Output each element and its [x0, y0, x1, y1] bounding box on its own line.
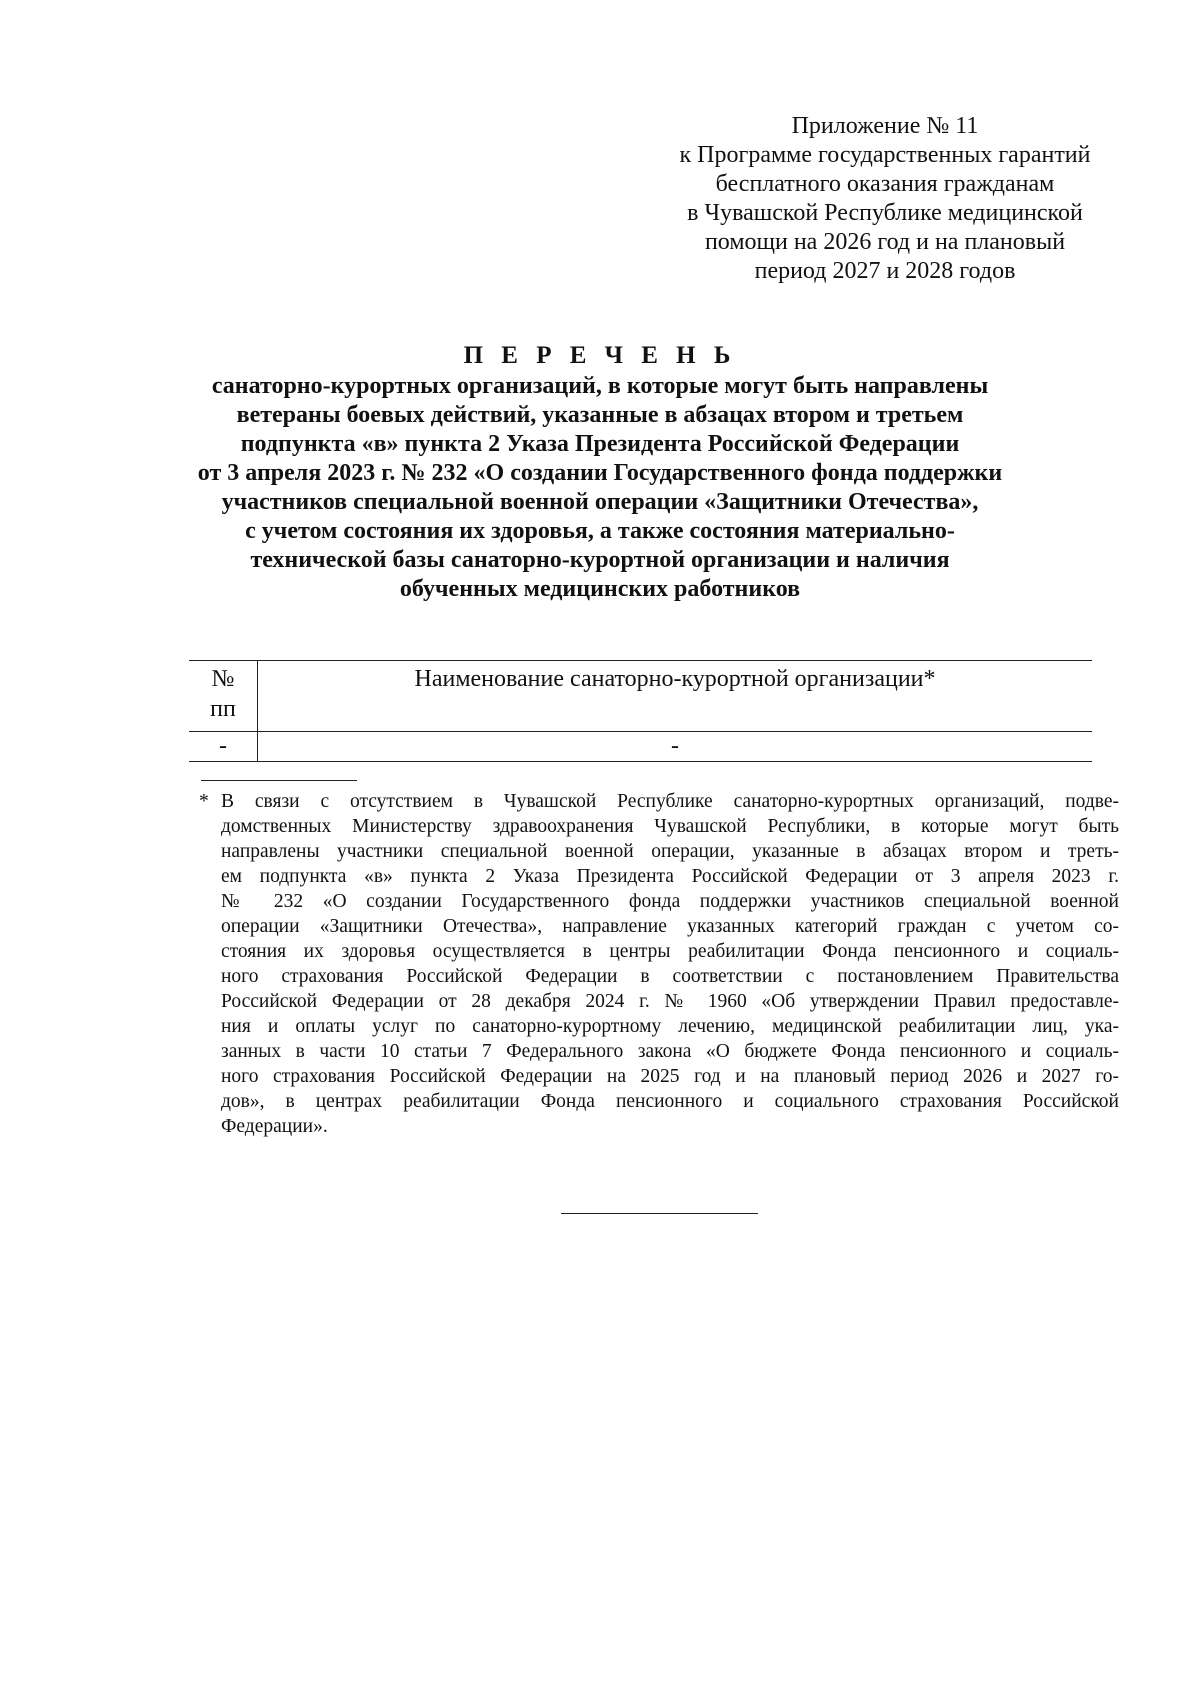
subtitle-line: обученных медицинских работников [399, 576, 801, 602]
appendix-header [650, 112, 1120, 286]
row-name-cell: - [258, 732, 1093, 762]
appendix-line: в Чувашской Республике медицинской [687, 200, 1083, 226]
footnote-line: ного страхования Российской Федерации на 2025 год и на плановый период 2026 и 2027 го- [221, 1066, 1119, 1087]
footnote-line: занных в части 10 статьи 7 Федерального закона «О бюджете Фонда пенсионного и социаль- [221, 1041, 1119, 1062]
footnote-line: операции «Защитники Отечества», направление указанных категорий граждан с учетом со- [221, 916, 1119, 937]
footnote-line: ния и оплаты услуг по санаторно-курортному лечению, медицинской реабилитации лиц, ука- [221, 1016, 1119, 1037]
row-number-cell: - [189, 732, 258, 762]
footnote-line: ного страхования Российской Федерации в соответствии с постановлением Правительства [221, 966, 1119, 987]
appendix-line: период 2027 и 2028 годов [754, 258, 1016, 284]
header-name-cell: Наименование санаторно-курортной организации* [258, 661, 1093, 732]
subtitle-line: санаторно-курортных организаций, в которые могут быть направлены [211, 373, 989, 399]
subtitle-line: от 3 апреля 2023 г. № 232 «О создании Государственного фонда поддержки [197, 460, 1003, 486]
header-number-label: № [211, 666, 235, 692]
footnote-line: дов», в центрах реабилитации Фонда пенсионного и социального страхования Российской [221, 1091, 1119, 1112]
subtitle-line: с учетом состояния их здоровья, а также состояния материально- [245, 518, 955, 544]
appendix-line: к Программе государственных гарантий [679, 142, 1091, 168]
appendix-line: помощи на 2026 год и на плановый [704, 229, 1066, 255]
footnote-line: Российской Федерации от 28 декабря 2024 г. № 1960 «Об утверждении Правил предоставле- [221, 991, 1119, 1012]
document-subtitle [0, 372, 1200, 604]
footnote-line: ем подпункта «в» пункта 2 Указа Президента Российской Федерации от 3 апреля 2023 г. [221, 866, 1119, 887]
header-number-cell [189, 661, 258, 732]
footnote-line: домственных Министерству здравоохранения Чувашской Республики, в которые могут быть [221, 816, 1119, 837]
header-number-label: пп [210, 696, 236, 722]
footnote [199, 789, 1119, 1139]
appendix-line: Приложение № 11 [791, 113, 979, 139]
subtitle-line: подпункта «в» пункта 2 Указа Президента Российской Федерации [240, 431, 960, 457]
document-title: П Е Р Е Ч Е Н Ь [463, 342, 737, 369]
table-header-row [189, 661, 1092, 732]
subtitle-line: участников специальной военной операции «Защитники Отечества», [221, 489, 979, 515]
end-separator [561, 1213, 758, 1214]
footnote-line: направлены участники специальной военной операции, указанные в абзацах втором и треть- [221, 841, 1119, 862]
footnote-line: № 232 «О создании Государственного фонда поддержки участников специальной военной [221, 891, 1119, 912]
table-row [189, 732, 1092, 762]
footnote-line: Федерации». [221, 1116, 328, 1137]
footnote-mark: * [199, 791, 209, 812]
appendix-line: бесплатного оказания гражданам [715, 171, 1055, 197]
organizations-table [189, 660, 1092, 762]
subtitle-line: технической базы санаторно-курортной организации и наличия [250, 547, 950, 573]
footnote-line: В связи с отсутствием в Чувашской Республике санаторно-курортных организаций, подве- [221, 791, 1119, 812]
footnote-line: стояния их здоровья осуществляется в центры реабилитации Фонда пенсионного и социаль- [221, 941, 1119, 962]
footnote-separator [201, 780, 357, 781]
footnote-text [221, 789, 1119, 1139]
subtitle-line: ветераны боевых действий, указанные в абзацах втором и третьем [236, 402, 964, 428]
